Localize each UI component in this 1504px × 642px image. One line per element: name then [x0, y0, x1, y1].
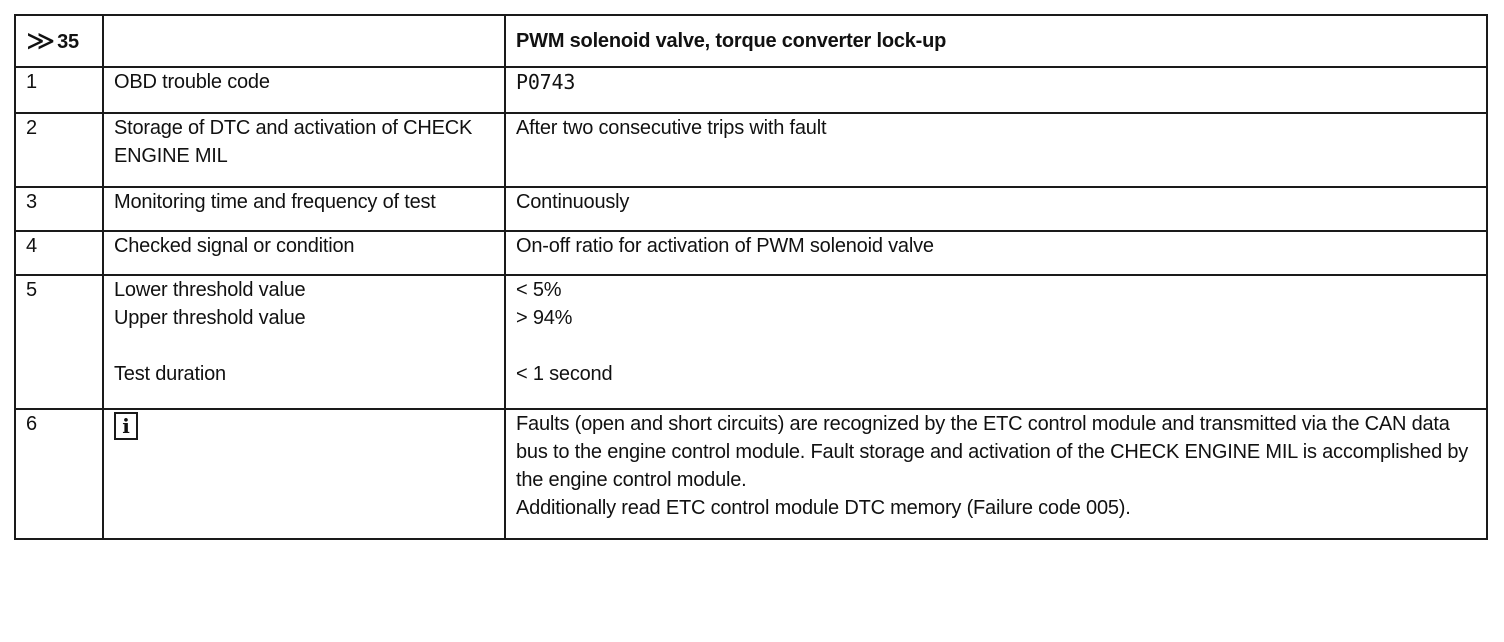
- obd-trouble-code: P0743: [505, 67, 1487, 113]
- row-number: 1: [15, 67, 103, 113]
- row-label: Monitoring time and frequency of test: [103, 187, 505, 231]
- additional-instruction: Additionally read ETC control module DTC memory (Failure code 005).: [516, 497, 1131, 519]
- row-value: After two consecutive trips with fault: [505, 113, 1487, 187]
- test-duration-value: < 1 second: [516, 363, 613, 385]
- row-number: 5: [15, 275, 103, 409]
- table-row: [15, 275, 1487, 409]
- table-row: [15, 409, 1487, 539]
- threshold-values: [505, 275, 1487, 409]
- table-row: [15, 231, 1487, 275]
- row-number: 6: [15, 409, 103, 539]
- lower-threshold-value: < 5%: [516, 279, 562, 301]
- row-label: OBD trouble code: [103, 67, 505, 113]
- info-cell: [103, 409, 505, 539]
- test-duration-label: Test duration: [114, 363, 226, 385]
- row-value: Continuously: [505, 187, 1487, 231]
- row-value: On-off ratio for activation of PWM solenoid valve: [505, 231, 1487, 275]
- info-notes: [505, 409, 1487, 539]
- table-row: [15, 187, 1487, 231]
- header-number: 35: [57, 30, 79, 53]
- double-arrow-icon: ≫: [26, 24, 56, 56]
- row-label: Storage of DTC and activation of CHECK ENGINE MIL: [103, 113, 505, 187]
- upper-threshold-label: Upper threshold value: [114, 307, 306, 329]
- lower-threshold-label: Lower threshold value: [114, 279, 306, 301]
- header-empty-cell: [103, 15, 505, 67]
- row-label: Checked signal or condition: [103, 231, 505, 275]
- header-title: PWM solenoid valve, torque converter lock-up: [505, 15, 1487, 67]
- table-row: [15, 113, 1487, 187]
- diagnostic-spec-table: [14, 14, 1488, 540]
- threshold-labels: [103, 275, 505, 409]
- info-icon: i: [114, 412, 138, 440]
- header-number-cell: [15, 15, 103, 67]
- row-number: 2: [15, 113, 103, 187]
- row-number: 3: [15, 187, 103, 231]
- fault-description: Faults (open and short circuits) are recognized by the ETC control module and transmitted via the CAN data bus to the engine control module. Fault storage and activation of the CHECK ENGINE MIL is accomplished by the engine control module.: [516, 413, 1469, 491]
- table-header-row: [15, 15, 1487, 67]
- row-number: 4: [15, 231, 103, 275]
- upper-threshold-value: > 94%: [516, 307, 573, 329]
- table-row: [15, 67, 1487, 113]
